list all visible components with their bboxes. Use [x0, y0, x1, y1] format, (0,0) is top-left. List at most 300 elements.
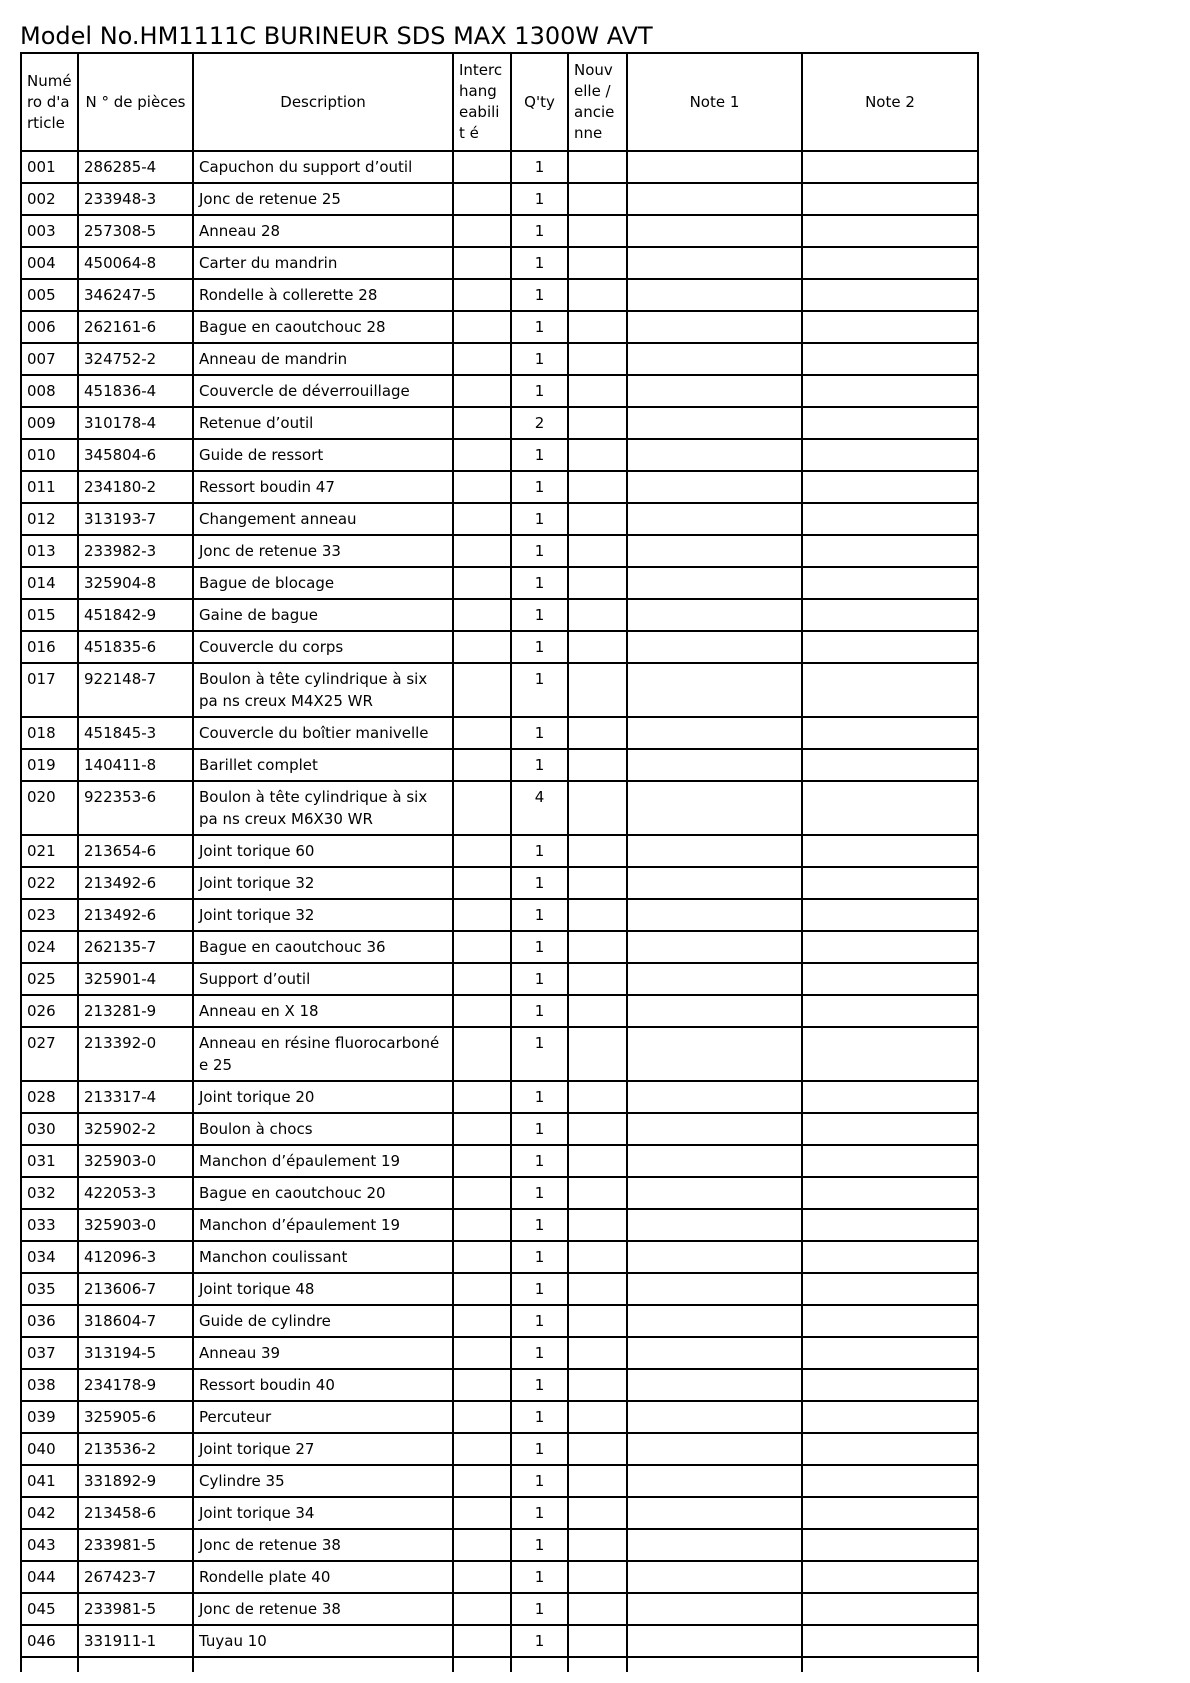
cell-note-2 — [802, 567, 978, 599]
cell-item-number: 046 — [21, 1625, 78, 1657]
cell-quantity: 1 — [511, 1561, 568, 1593]
cell-description: Retenue d’outil — [193, 407, 453, 439]
cell-note-2 — [802, 1081, 978, 1113]
cell-part-number: 234178-9 — [78, 1369, 193, 1401]
cell-note-1 — [627, 343, 802, 375]
cell-quantity: 1 — [511, 963, 568, 995]
cell-new-old — [568, 247, 627, 279]
cell-item-number: 010 — [21, 439, 78, 471]
cell-item-number: 043 — [21, 1529, 78, 1561]
cell-note-2 — [802, 1337, 978, 1369]
cell-description: Manchon d’épaulement 19 — [193, 1145, 453, 1177]
cell-note-1 — [627, 963, 802, 995]
cell-part-number: 213281-9 — [78, 995, 193, 1027]
cell-note-1 — [627, 749, 802, 781]
cell-item-number: 021 — [21, 835, 78, 867]
cell-note-2 — [802, 931, 978, 963]
cell-new-old — [568, 375, 627, 407]
cell-note-1 — [627, 1081, 802, 1113]
cell-note-2 — [802, 631, 978, 663]
cell-part-number: 325901-4 — [78, 963, 193, 995]
cell-interchangeability — [453, 1209, 511, 1241]
cell-new-old — [568, 1305, 627, 1337]
cell-item-number: 020 — [21, 781, 78, 835]
cell-description: Bague en caoutchouc 36 — [193, 931, 453, 963]
cell-part-number: 213317-4 — [78, 1081, 193, 1113]
cell-description: Manchon coulissant — [193, 1241, 453, 1273]
cell-description: Bague en caoutchouc 20 — [193, 1177, 453, 1209]
cell-note-1 — [627, 1027, 802, 1081]
cell-new-old — [568, 1433, 627, 1465]
cell-item-number: 023 — [21, 899, 78, 931]
cell-new-old — [568, 1337, 627, 1369]
cell-note-2 — [802, 995, 978, 1027]
cell-new-old — [568, 931, 627, 963]
cell-item-number: 014 — [21, 567, 78, 599]
cell-part-number: 233981-5 — [78, 1593, 193, 1625]
cell-new-old — [568, 279, 627, 311]
table-row — [21, 1593, 978, 1625]
cell-description: Guide de ressort — [193, 439, 453, 471]
table-row — [21, 343, 978, 375]
empty-cell — [511, 1657, 568, 1672]
cell-quantity: 1 — [511, 215, 568, 247]
cell-description: Jonc de retenue 38 — [193, 1593, 453, 1625]
cell-new-old — [568, 1081, 627, 1113]
cell-item-number: 011 — [21, 471, 78, 503]
cell-item-number: 032 — [21, 1177, 78, 1209]
cell-new-old — [568, 343, 627, 375]
cell-quantity: 1 — [511, 931, 568, 963]
cell-description: Joint torique 20 — [193, 1081, 453, 1113]
cell-quantity: 1 — [511, 1337, 568, 1369]
cell-part-number: 313193-7 — [78, 503, 193, 535]
cell-new-old — [568, 1561, 627, 1593]
cell-new-old — [568, 599, 627, 631]
cell-note-2 — [802, 343, 978, 375]
cell-description: Bague de blocage — [193, 567, 453, 599]
cell-interchangeability — [453, 1625, 511, 1657]
cell-item-number: 016 — [21, 631, 78, 663]
cell-description: Joint torique 60 — [193, 835, 453, 867]
cell-new-old — [568, 663, 627, 717]
cell-interchangeability — [453, 183, 511, 215]
cell-description: Percuteur — [193, 1401, 453, 1433]
cell-part-number: 325902-2 — [78, 1113, 193, 1145]
table-row — [21, 535, 978, 567]
cell-quantity: 1 — [511, 503, 568, 535]
cell-note-2 — [802, 1433, 978, 1465]
cell-item-number: 030 — [21, 1113, 78, 1145]
cell-interchangeability — [453, 1433, 511, 1465]
cell-part-number: 213536-2 — [78, 1433, 193, 1465]
cell-new-old — [568, 471, 627, 503]
cell-quantity: 1 — [511, 151, 568, 183]
cell-part-number: 267423-7 — [78, 1561, 193, 1593]
cell-item-number: 008 — [21, 375, 78, 407]
cell-new-old — [568, 781, 627, 835]
cell-part-number: 325903-0 — [78, 1145, 193, 1177]
cell-quantity: 1 — [511, 717, 568, 749]
table-row — [21, 1273, 978, 1305]
cell-note-1 — [627, 631, 802, 663]
cell-description: Rondelle plate 40 — [193, 1561, 453, 1593]
cell-note-2 — [802, 1369, 978, 1401]
cell-quantity: 1 — [511, 1465, 568, 1497]
table-row — [21, 1305, 978, 1337]
cell-quantity: 1 — [511, 535, 568, 567]
cell-note-1 — [627, 1209, 802, 1241]
cell-description: Ressort boudin 40 — [193, 1369, 453, 1401]
cell-interchangeability — [453, 963, 511, 995]
cell-interchangeability — [453, 931, 511, 963]
cell-new-old — [568, 1529, 627, 1561]
cell-part-number: 325903-0 — [78, 1209, 193, 1241]
table-row — [21, 995, 978, 1027]
cell-quantity: 1 — [511, 1113, 568, 1145]
cell-new-old — [568, 1625, 627, 1657]
cell-item-number: 025 — [21, 963, 78, 995]
cell-item-number: 027 — [21, 1027, 78, 1081]
cell-quantity: 1 — [511, 375, 568, 407]
cell-note-1 — [627, 503, 802, 535]
table-row — [21, 1177, 978, 1209]
cell-new-old — [568, 1241, 627, 1273]
cell-note-1 — [627, 995, 802, 1027]
cell-new-old — [568, 1027, 627, 1081]
cell-note-2 — [802, 1465, 978, 1497]
table-row — [21, 503, 978, 535]
cell-part-number: 325905-6 — [78, 1401, 193, 1433]
table-row — [21, 963, 978, 995]
cell-description: Joint torique 27 — [193, 1433, 453, 1465]
table-row — [21, 1529, 978, 1561]
cell-part-number: 451842-9 — [78, 599, 193, 631]
table-row — [21, 835, 978, 867]
cell-new-old — [568, 717, 627, 749]
cell-interchangeability — [453, 535, 511, 567]
cell-item-number: 003 — [21, 215, 78, 247]
cell-quantity: 1 — [511, 439, 568, 471]
table-row — [21, 781, 978, 835]
cell-interchangeability — [453, 749, 511, 781]
cell-new-old — [568, 1369, 627, 1401]
cell-description: Jonc de retenue 38 — [193, 1529, 453, 1561]
cell-interchangeability — [453, 1113, 511, 1145]
cell-new-old — [568, 1465, 627, 1497]
cell-description: Couvercle du corps — [193, 631, 453, 663]
cell-note-1 — [627, 931, 802, 963]
cell-new-old — [568, 1177, 627, 1209]
cell-new-old — [568, 1209, 627, 1241]
cell-note-1 — [627, 151, 802, 183]
cell-note-1 — [627, 247, 802, 279]
cell-description: Cylindre 35 — [193, 1465, 453, 1497]
cell-quantity: 1 — [511, 1305, 568, 1337]
cell-quantity: 1 — [511, 1177, 568, 1209]
cell-note-2 — [802, 835, 978, 867]
header-part-number: N ° de pièces — [78, 53, 193, 151]
cell-note-1 — [627, 375, 802, 407]
cell-note-1 — [627, 535, 802, 567]
cell-quantity: 1 — [511, 1209, 568, 1241]
cell-item-number: 005 — [21, 279, 78, 311]
cell-description: Boulon à chocs — [193, 1113, 453, 1145]
cell-quantity: 1 — [511, 835, 568, 867]
cell-item-number: 038 — [21, 1369, 78, 1401]
cell-new-old — [568, 439, 627, 471]
cell-note-1 — [627, 311, 802, 343]
cell-part-number: 233981-5 — [78, 1529, 193, 1561]
cell-new-old — [568, 1401, 627, 1433]
cell-item-number: 024 — [21, 931, 78, 963]
cell-interchangeability — [453, 663, 511, 717]
cell-interchangeability — [453, 717, 511, 749]
cell-description: Bague en caoutchouc 28 — [193, 311, 453, 343]
cell-note-2 — [802, 471, 978, 503]
cell-quantity: 1 — [511, 279, 568, 311]
cell-note-1 — [627, 1305, 802, 1337]
cell-part-number: 331892-9 — [78, 1465, 193, 1497]
cell-part-number: 310178-4 — [78, 407, 193, 439]
cell-part-number: 331911-1 — [78, 1625, 193, 1657]
cell-note-1 — [627, 1145, 802, 1177]
cell-new-old — [568, 749, 627, 781]
cell-description: Joint torique 34 — [193, 1497, 453, 1529]
cell-note-1 — [627, 183, 802, 215]
cell-note-1 — [627, 663, 802, 717]
cell-note-1 — [627, 1465, 802, 1497]
cell-quantity: 1 — [511, 749, 568, 781]
cell-interchangeability — [453, 631, 511, 663]
cell-note-2 — [802, 1497, 978, 1529]
cell-description: Anneau en X 18 — [193, 995, 453, 1027]
cell-description: Couvercle de déverrouillage — [193, 375, 453, 407]
cell-interchangeability — [453, 1465, 511, 1497]
cell-quantity: 1 — [511, 471, 568, 503]
cell-part-number: 346247-5 — [78, 279, 193, 311]
cell-note-2 — [802, 1529, 978, 1561]
cell-part-number: 922148-7 — [78, 663, 193, 717]
cell-interchangeability — [453, 1401, 511, 1433]
cell-note-2 — [802, 867, 978, 899]
cell-description: Anneau 28 — [193, 215, 453, 247]
cell-note-1 — [627, 1177, 802, 1209]
cell-note-1 — [627, 439, 802, 471]
cell-item-number: 012 — [21, 503, 78, 535]
cell-part-number: 313194-5 — [78, 1337, 193, 1369]
cell-new-old — [568, 1145, 627, 1177]
cell-note-2 — [802, 1593, 978, 1625]
cell-note-2 — [802, 183, 978, 215]
cell-interchangeability — [453, 1369, 511, 1401]
empty-cell — [21, 1657, 78, 1672]
cell-interchangeability — [453, 1497, 511, 1529]
cell-interchangeability — [453, 867, 511, 899]
cell-quantity: 1 — [511, 1081, 568, 1113]
cell-interchangeability — [453, 311, 511, 343]
cell-quantity: 1 — [511, 599, 568, 631]
cell-part-number: 286285-4 — [78, 151, 193, 183]
cell-interchangeability — [453, 343, 511, 375]
cell-note-2 — [802, 1561, 978, 1593]
cell-interchangeability — [453, 1561, 511, 1593]
cell-part-number: 451845-3 — [78, 717, 193, 749]
cell-quantity: 1 — [511, 1433, 568, 1465]
cell-item-number: 009 — [21, 407, 78, 439]
cell-note-2 — [802, 503, 978, 535]
cell-interchangeability — [453, 1593, 511, 1625]
header-quantity: Q'ty — [511, 53, 568, 151]
empty-cell — [568, 1657, 627, 1672]
cell-note-2 — [802, 407, 978, 439]
cell-description: Carter du mandrin — [193, 247, 453, 279]
cell-quantity: 1 — [511, 995, 568, 1027]
cell-note-1 — [627, 1497, 802, 1529]
table-row — [21, 1497, 978, 1529]
table-row — [21, 1113, 978, 1145]
cell-note-1 — [627, 835, 802, 867]
table-row — [21, 599, 978, 631]
table-row — [21, 1241, 978, 1273]
cell-note-2 — [802, 717, 978, 749]
cell-description: Barillet complet — [193, 749, 453, 781]
cell-note-2 — [802, 279, 978, 311]
cell-part-number: 233948-3 — [78, 183, 193, 215]
cell-part-number: 257308-5 — [78, 215, 193, 247]
table-row — [21, 375, 978, 407]
table-row — [21, 1337, 978, 1369]
table-row — [21, 215, 978, 247]
cell-part-number: 213458-6 — [78, 1497, 193, 1529]
cell-note-2 — [802, 1209, 978, 1241]
cell-note-1 — [627, 1273, 802, 1305]
table-header-row — [21, 53, 978, 151]
cell-item-number: 045 — [21, 1593, 78, 1625]
cell-note-2 — [802, 535, 978, 567]
cell-part-number: 213392-0 — [78, 1027, 193, 1081]
header-item-number: Numé ro d'a rticle — [21, 53, 78, 151]
cell-note-1 — [627, 279, 802, 311]
table-row — [21, 1081, 978, 1113]
cell-quantity: 1 — [511, 899, 568, 931]
cell-quantity: 2 — [511, 407, 568, 439]
cell-part-number: 451835-6 — [78, 631, 193, 663]
cell-quantity: 1 — [511, 567, 568, 599]
cell-interchangeability — [453, 439, 511, 471]
table-row — [21, 931, 978, 963]
cell-note-2 — [802, 1027, 978, 1081]
cell-note-2 — [802, 599, 978, 631]
cell-note-2 — [802, 1177, 978, 1209]
cell-note-1 — [627, 1433, 802, 1465]
cell-interchangeability — [453, 471, 511, 503]
cell-note-2 — [802, 663, 978, 717]
cell-note-2 — [802, 151, 978, 183]
cell-new-old — [568, 311, 627, 343]
cell-quantity: 1 — [511, 1273, 568, 1305]
cell-note-1 — [627, 567, 802, 599]
cell-item-number: 035 — [21, 1273, 78, 1305]
cell-quantity: 1 — [511, 631, 568, 663]
cell-item-number: 044 — [21, 1561, 78, 1593]
cell-new-old — [568, 1113, 627, 1145]
cell-quantity: 1 — [511, 343, 568, 375]
cell-part-number: 450064-8 — [78, 247, 193, 279]
cell-note-1 — [627, 1401, 802, 1433]
cell-new-old — [568, 867, 627, 899]
table-row — [21, 183, 978, 215]
table-row — [21, 407, 978, 439]
cell-description: Capuchon du support d’outil — [193, 151, 453, 183]
cell-quantity: 1 — [511, 1593, 568, 1625]
table-row — [21, 1027, 978, 1081]
cell-interchangeability — [453, 1081, 511, 1113]
table-row — [21, 717, 978, 749]
empty-cell — [802, 1657, 978, 1672]
cell-interchangeability — [453, 1145, 511, 1177]
cell-interchangeability — [453, 151, 511, 183]
cell-part-number: 213492-6 — [78, 867, 193, 899]
cell-interchangeability — [453, 279, 511, 311]
cell-note-2 — [802, 247, 978, 279]
cell-note-1 — [627, 599, 802, 631]
cell-interchangeability — [453, 835, 511, 867]
cell-new-old — [568, 631, 627, 663]
cell-description: Anneau en résine fluorocarboné e 25 — [193, 1027, 453, 1081]
cell-note-1 — [627, 717, 802, 749]
cell-part-number: 345804-6 — [78, 439, 193, 471]
cell-item-number: 039 — [21, 1401, 78, 1433]
header-new-old: Nouv elle / ancie nne — [568, 53, 627, 151]
cell-description: Rondelle à collerette 28 — [193, 279, 453, 311]
cell-new-old — [568, 1497, 627, 1529]
cell-interchangeability — [453, 1305, 511, 1337]
parts-table — [20, 52, 979, 1672]
header-note-2: Note 2 — [802, 53, 978, 151]
header-note-1: Note 1 — [627, 53, 802, 151]
cell-new-old — [568, 567, 627, 599]
cell-part-number: 412096-3 — [78, 1241, 193, 1273]
cell-item-number: 015 — [21, 599, 78, 631]
cell-quantity: 1 — [511, 1401, 568, 1433]
cell-description: Jonc de retenue 33 — [193, 535, 453, 567]
cell-item-number: 042 — [21, 1497, 78, 1529]
cell-item-number: 040 — [21, 1433, 78, 1465]
cell-description: Couvercle du boîtier manivelle — [193, 717, 453, 749]
cell-note-2 — [802, 1273, 978, 1305]
cell-new-old — [568, 1593, 627, 1625]
table-row — [21, 311, 978, 343]
cell-description: Anneau 39 — [193, 1337, 453, 1369]
cell-description: Anneau de mandrin — [193, 343, 453, 375]
cell-new-old — [568, 407, 627, 439]
cell-interchangeability — [453, 1027, 511, 1081]
cell-note-2 — [802, 1305, 978, 1337]
empty-cell — [193, 1657, 453, 1672]
table-row — [21, 471, 978, 503]
cell-item-number: 007 — [21, 343, 78, 375]
cell-part-number: 213654-6 — [78, 835, 193, 867]
table-row — [21, 1433, 978, 1465]
cell-part-number: 451836-4 — [78, 375, 193, 407]
cell-note-1 — [627, 1561, 802, 1593]
cell-item-number: 004 — [21, 247, 78, 279]
cell-item-number: 026 — [21, 995, 78, 1027]
cell-quantity: 1 — [511, 1497, 568, 1529]
cell-new-old — [568, 503, 627, 535]
cell-note-2 — [802, 215, 978, 247]
